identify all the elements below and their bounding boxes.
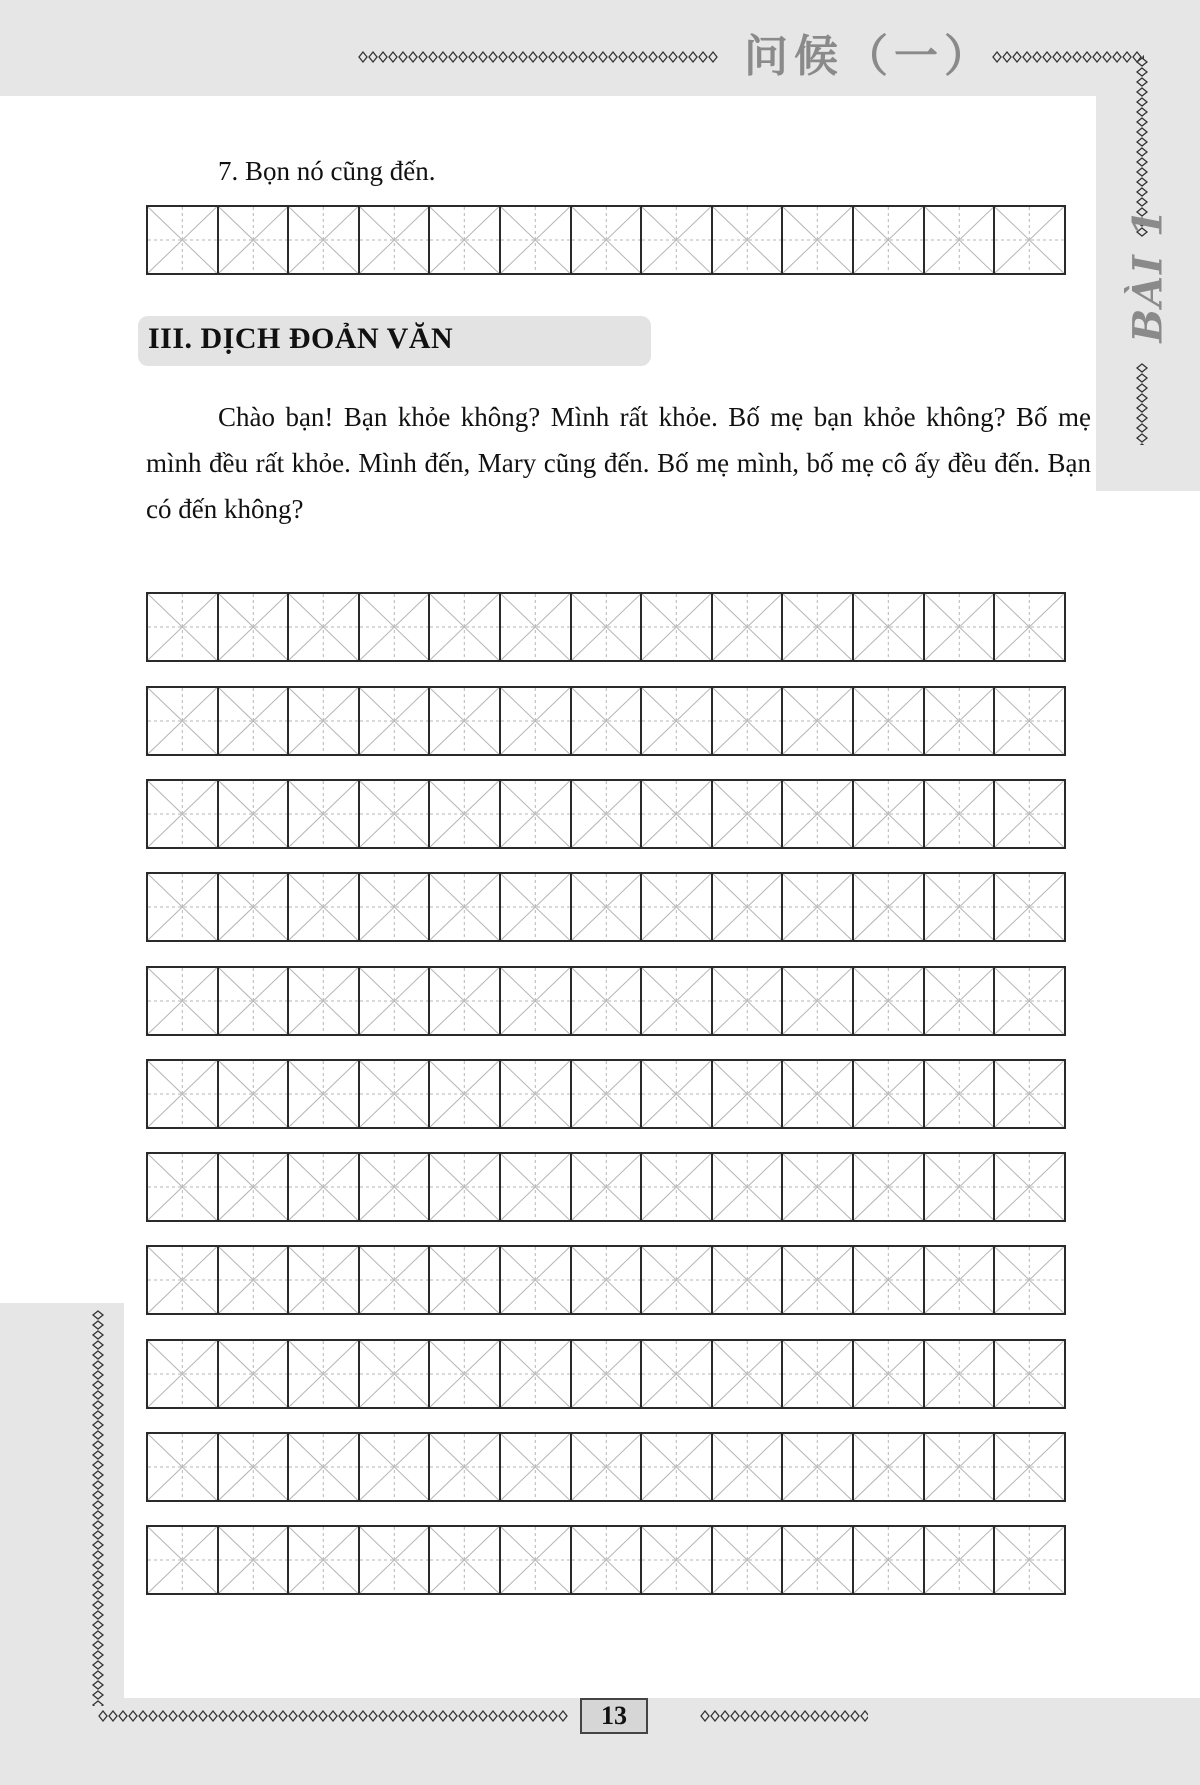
exercise-item-7: 7. Bọn nó cũng đến. (218, 156, 436, 186)
writing-cell (995, 1434, 1064, 1500)
writing-cell (854, 688, 925, 754)
writing-cell (572, 1061, 643, 1127)
writing-grid-row (146, 966, 1066, 1036)
writing-cell (642, 688, 713, 754)
writing-cell (289, 1434, 360, 1500)
writing-cell (713, 207, 784, 273)
writing-cell (289, 968, 360, 1034)
writing-cell (713, 688, 784, 754)
writing-cell (501, 1434, 572, 1500)
writing-cell (925, 207, 996, 273)
writing-cell (642, 1434, 713, 1500)
writing-cell (854, 1341, 925, 1407)
lesson-title: 问候（一） (744, 31, 994, 82)
writing-cell (995, 688, 1064, 754)
writing-cell (642, 968, 713, 1034)
writing-cell (783, 207, 854, 273)
writing-cell (430, 1341, 501, 1407)
writing-grid-row (146, 1432, 1066, 1502)
writing-cell (360, 1061, 431, 1127)
writing-cell (995, 1341, 1064, 1407)
writing-cell (501, 207, 572, 273)
writing-cell (713, 1061, 784, 1127)
writing-cell (219, 1154, 290, 1220)
writing-cell (501, 781, 572, 847)
writing-cell (572, 781, 643, 847)
writing-cell (995, 1061, 1064, 1127)
writing-cell (148, 207, 219, 273)
writing-cell (925, 874, 996, 940)
writing-cell (289, 688, 360, 754)
writing-cell (430, 874, 501, 940)
writing-cell (360, 781, 431, 847)
writing-cell (148, 594, 219, 660)
header-ornament-left (358, 50, 718, 64)
writing-cell (854, 1061, 925, 1127)
writing-cell (430, 968, 501, 1034)
writing-cell (289, 594, 360, 660)
writing-cell (501, 1061, 572, 1127)
writing-cell (713, 968, 784, 1034)
writing-cell (430, 594, 501, 660)
writing-cell (854, 207, 925, 273)
writing-cell (713, 1247, 784, 1313)
writing-cell (713, 1434, 784, 1500)
writing-cell (925, 781, 996, 847)
writing-cell (854, 968, 925, 1034)
writing-cell (572, 874, 643, 940)
writing-cell (572, 688, 643, 754)
writing-cell (713, 1527, 784, 1593)
translation-paragraph: Chào bạn! Bạn khỏe không? Mình rất khỏe. Bố mẹ bạn khỏe không? Bố mẹ mình đều rất khỏe. Mình đến, Mary cũng đến. Bố mẹ mình, bố mẹ cô ấy đều đến. Bạn có đến không? (146, 402, 1091, 524)
writing-cell (219, 1527, 290, 1593)
writing-cell (995, 1154, 1064, 1220)
writing-cell (289, 1527, 360, 1593)
writing-grid-row (146, 1059, 1066, 1129)
writing-cell (430, 688, 501, 754)
writing-cell (289, 1154, 360, 1220)
writing-cell (713, 594, 784, 660)
footer-ornament-left (98, 1709, 568, 1723)
writing-cell (925, 1434, 996, 1500)
writing-cell (713, 781, 784, 847)
writing-cell (995, 594, 1064, 660)
writing-grid-row (146, 686, 1066, 756)
writing-cell (925, 1154, 996, 1220)
writing-cell (360, 594, 431, 660)
writing-cell (501, 874, 572, 940)
lesson-tab-label: BÀI 1 (1124, 207, 1172, 343)
writing-cell (783, 1247, 854, 1313)
writing-grid-row (146, 1525, 1066, 1595)
writing-cell (360, 1527, 431, 1593)
writing-cell (995, 781, 1064, 847)
writing-cell (219, 1247, 290, 1313)
writing-cell (148, 1247, 219, 1313)
writing-cell (783, 874, 854, 940)
writing-cell (713, 874, 784, 940)
writing-cell (360, 968, 431, 1034)
writing-cell (219, 1434, 290, 1500)
writing-cell (783, 781, 854, 847)
writing-cell (501, 1527, 572, 1593)
writing-cell (289, 207, 360, 273)
writing-cell (360, 874, 431, 940)
writing-cell (995, 968, 1064, 1034)
writing-cell (572, 1341, 643, 1407)
writing-cell (430, 1434, 501, 1500)
section-title: III. DỊCH ĐOẢN VĂN (148, 322, 454, 355)
writing-cell (501, 688, 572, 754)
writing-cell (430, 1061, 501, 1127)
writing-cell (219, 1061, 290, 1127)
writing-cell (289, 781, 360, 847)
writing-cell (925, 688, 996, 754)
writing-cell (148, 1154, 219, 1220)
writing-cell (783, 688, 854, 754)
writing-cell (854, 1247, 925, 1313)
writing-cell (925, 1341, 996, 1407)
writing-cell (572, 1154, 643, 1220)
writing-cell (642, 1527, 713, 1593)
writing-cell (501, 1247, 572, 1313)
writing-cell (501, 1154, 572, 1220)
writing-cell (219, 874, 290, 940)
writing-cell (289, 874, 360, 940)
writing-cell (219, 688, 290, 754)
writing-cell (360, 688, 431, 754)
writing-cell (148, 781, 219, 847)
writing-cell (219, 781, 290, 847)
writing-cell (148, 1434, 219, 1500)
writing-cell (642, 1061, 713, 1127)
writing-cell (430, 1154, 501, 1220)
top-band (0, 0, 1200, 96)
writing-cell (783, 968, 854, 1034)
writing-cell (783, 1434, 854, 1500)
writing-cell (360, 207, 431, 273)
header-ornament-right (992, 50, 1144, 64)
writing-cell (642, 781, 713, 847)
writing-cell (925, 1247, 996, 1313)
writing-cell (925, 1061, 996, 1127)
writing-cell (430, 781, 501, 847)
writing-cell (995, 207, 1064, 273)
writing-cell (925, 968, 996, 1034)
writing-cell (360, 1154, 431, 1220)
writing-cell (995, 1527, 1064, 1593)
writing-cell (289, 1341, 360, 1407)
writing-cell (854, 1154, 925, 1220)
writing-cell (854, 1434, 925, 1500)
writing-cell (219, 207, 290, 273)
left-ornament (91, 1310, 105, 1706)
writing-cell (572, 1247, 643, 1313)
writing-cell (501, 1341, 572, 1407)
writing-cell (783, 594, 854, 660)
writing-cell (148, 1341, 219, 1407)
writing-cell (289, 1247, 360, 1313)
writing-grid-row (146, 1152, 1066, 1222)
writing-cell (501, 968, 572, 1034)
writing-cell (995, 1247, 1064, 1313)
writing-grid-row (146, 872, 1066, 942)
writing-cell (854, 781, 925, 847)
writing-cell (925, 1527, 996, 1593)
writing-cell (360, 1341, 431, 1407)
writing-cell (572, 594, 643, 660)
writing-cell (783, 1527, 854, 1593)
writing-cell (572, 1527, 643, 1593)
writing-cell (148, 1527, 219, 1593)
writing-cell (148, 968, 219, 1034)
writing-cell (219, 594, 290, 660)
writing-cell (783, 1341, 854, 1407)
writing-cell (430, 1247, 501, 1313)
writing-cell (642, 1247, 713, 1313)
writing-cell (501, 594, 572, 660)
writing-grid-row (146, 205, 1066, 275)
writing-cell (783, 1154, 854, 1220)
writing-cell (148, 1061, 219, 1127)
writing-cell (572, 1434, 643, 1500)
writing-cell (219, 1341, 290, 1407)
writing-cell (360, 1247, 431, 1313)
writing-cell (854, 594, 925, 660)
writing-cell (430, 207, 501, 273)
writing-grid-row (146, 779, 1066, 849)
writing-cell (854, 874, 925, 940)
writing-grid-row (146, 1245, 1066, 1315)
writing-cell (289, 1061, 360, 1127)
writing-cell (642, 207, 713, 273)
writing-cell (713, 1154, 784, 1220)
writing-cell (148, 874, 219, 940)
writing-cell (572, 207, 643, 273)
page-number: 13 (580, 1698, 648, 1734)
writing-cell (642, 874, 713, 940)
footer-ornament-right (700, 1709, 868, 1723)
writing-cell (430, 1527, 501, 1593)
writing-cell (360, 1434, 431, 1500)
writing-cell (148, 688, 219, 754)
writing-cell (642, 1341, 713, 1407)
writing-cell (713, 1341, 784, 1407)
writing-cell (854, 1527, 925, 1593)
writing-cell (925, 594, 996, 660)
writing-cell (572, 968, 643, 1034)
writing-grid-row (146, 1339, 1066, 1409)
writing-cell (642, 1154, 713, 1220)
writing-cell (995, 874, 1064, 940)
writing-cell (783, 1061, 854, 1127)
writing-grid-row (146, 592, 1066, 662)
writing-cell (642, 594, 713, 660)
writing-cell (219, 968, 290, 1034)
